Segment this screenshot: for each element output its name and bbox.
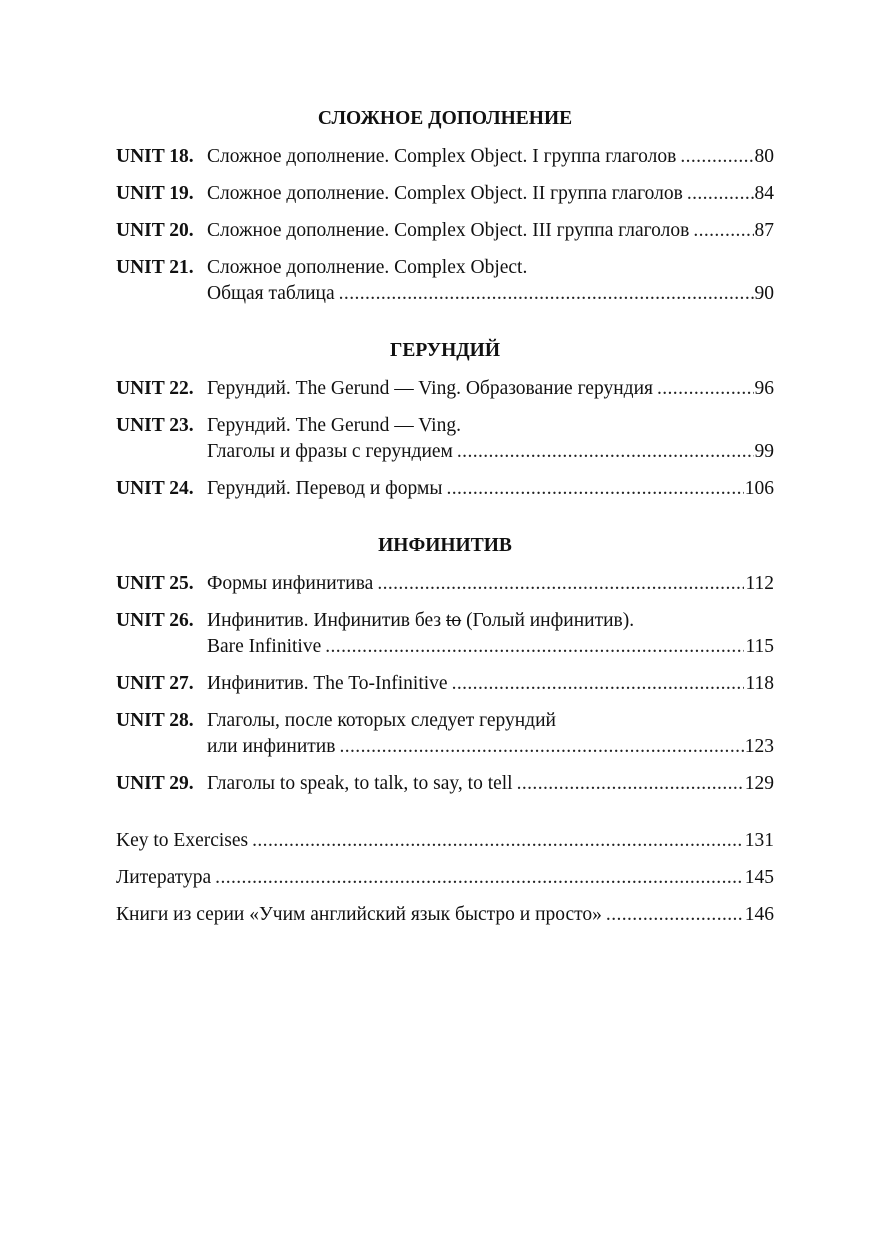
dot-leader xyxy=(339,734,743,760)
unit-number: UNIT 24. xyxy=(116,478,194,499)
page-number: 106 xyxy=(744,478,774,499)
entry-title-line-1 xyxy=(207,608,634,634)
entry-title: Сложное дополнение. Complex Object. II группа глаголов xyxy=(207,183,683,204)
page-number: 118 xyxy=(745,673,774,694)
dot-leader xyxy=(687,181,754,207)
entry-title-line-1: Сложное дополнение. Complex Object. xyxy=(207,257,528,278)
entry-title: Герундий. Перевод и формы xyxy=(207,478,443,499)
page-number: 123 xyxy=(744,736,774,757)
entry-title: Сложное дополнение. Complex Object. I группа глаголов xyxy=(207,146,677,167)
dot-leader xyxy=(517,771,744,797)
dot-leader xyxy=(325,634,744,660)
dot-leader xyxy=(657,376,754,402)
page-number: 146 xyxy=(744,904,774,925)
dot-leader xyxy=(680,144,753,170)
unit-number: UNIT 20. xyxy=(116,220,194,241)
dot-leader xyxy=(215,865,744,891)
page-number: 115 xyxy=(745,636,774,657)
page-number: 84 xyxy=(754,183,774,204)
page-number: 129 xyxy=(744,773,774,794)
table-of-contents xyxy=(116,106,774,939)
page-number: 99 xyxy=(754,441,774,462)
entry-title: Книги из серии «Учим английский язык быстро и просто» xyxy=(116,904,602,925)
dot-leader xyxy=(693,218,753,244)
dot-leader xyxy=(446,476,743,502)
entry-title: Глаголы to speak, to talk, to say, to tell xyxy=(207,773,513,794)
section-heading: ГЕРУНДИЙ xyxy=(389,340,501,361)
toc-entry-unit-24[interactable] xyxy=(116,476,774,502)
page-number: 145 xyxy=(744,867,774,888)
entry-title: Общая таблица xyxy=(207,283,335,304)
entry-title: Key to Exercises xyxy=(116,830,249,851)
dot-leader xyxy=(252,828,744,854)
entry-title: Литература xyxy=(116,867,212,888)
section-infinitive xyxy=(116,533,774,797)
entry-title: Сложное дополнение. Complex Object. III группа глаголов xyxy=(207,220,690,241)
toc-entry-unit-28[interactable] xyxy=(116,708,774,760)
page-number: 112 xyxy=(745,573,774,594)
section-heading: ИНФИНИТИВ xyxy=(378,535,512,556)
dot-leader xyxy=(457,439,754,465)
unit-number: UNIT 23. xyxy=(116,415,194,436)
toc-entry-unit-18[interactable] xyxy=(116,144,774,170)
unit-number: UNIT 25. xyxy=(116,573,194,594)
toc-entry-unit-27[interactable] xyxy=(116,671,774,697)
toc-entry-unit-26[interactable] xyxy=(116,608,774,660)
page-number: 131 xyxy=(744,830,774,851)
toc-entry-unit-21[interactable] xyxy=(116,255,774,307)
toc-entry-key-to-exercises[interactable] xyxy=(116,828,774,854)
unit-number: UNIT 19. xyxy=(116,183,194,204)
entry-title: или инфинитив xyxy=(207,736,336,757)
section-gerund xyxy=(116,338,774,502)
entry-title: Bare Infinitive xyxy=(207,636,322,657)
page-number: 87 xyxy=(754,220,774,241)
toc-entry-unit-25[interactable] xyxy=(116,571,774,597)
toc-entry-unit-22[interactable] xyxy=(116,376,774,402)
entry-title: Герундий. The Gerund — Ving. Образование герундия xyxy=(207,378,653,399)
entry-title: Инфинитив. The To-Infinitive xyxy=(207,673,448,694)
toc-entry-unit-29[interactable] xyxy=(116,771,774,797)
dot-leader xyxy=(377,571,744,597)
page-number: 80 xyxy=(754,146,774,167)
entry-title-line-1: Глаголы, после которых следует герундий xyxy=(207,710,556,731)
unit-number: UNIT 22. xyxy=(116,378,194,399)
unit-number: UNIT 26. xyxy=(116,610,194,631)
toc-entry-book-series[interactable] xyxy=(116,902,774,928)
unit-number: UNIT 27. xyxy=(116,673,194,694)
dot-leader xyxy=(606,902,744,928)
entry-title-part-a: Инфинитив. Инфинитив без xyxy=(207,610,442,631)
section-heading: СЛОЖНОЕ ДОПОЛНЕНИЕ xyxy=(317,108,573,129)
section-complex-object xyxy=(116,106,774,307)
page-number: 96 xyxy=(754,378,774,399)
entry-title: Глаголы и фразы с герундием xyxy=(207,441,453,462)
back-matter xyxy=(116,828,774,928)
unit-number: UNIT 28. xyxy=(116,710,194,731)
unit-number: UNIT 18. xyxy=(116,146,194,167)
entry-title-part-b: (Голый инфинитив). xyxy=(466,610,635,631)
toc-entry-unit-23[interactable] xyxy=(116,413,774,465)
entry-title-line-1: Герундий. The Gerund — Ving. xyxy=(207,415,461,436)
toc-entry-literature[interactable] xyxy=(116,865,774,891)
entry-title: Формы инфинитива xyxy=(207,573,374,594)
unit-number: UNIT 21. xyxy=(116,257,194,278)
toc-entry-unit-20[interactable] xyxy=(116,218,774,244)
dot-leader xyxy=(339,281,754,307)
toc-entry-unit-19[interactable] xyxy=(116,181,774,207)
struck-to: to xyxy=(446,610,462,631)
dot-leader xyxy=(452,671,745,697)
unit-number: UNIT 29. xyxy=(116,773,194,794)
page-number: 90 xyxy=(754,283,774,304)
